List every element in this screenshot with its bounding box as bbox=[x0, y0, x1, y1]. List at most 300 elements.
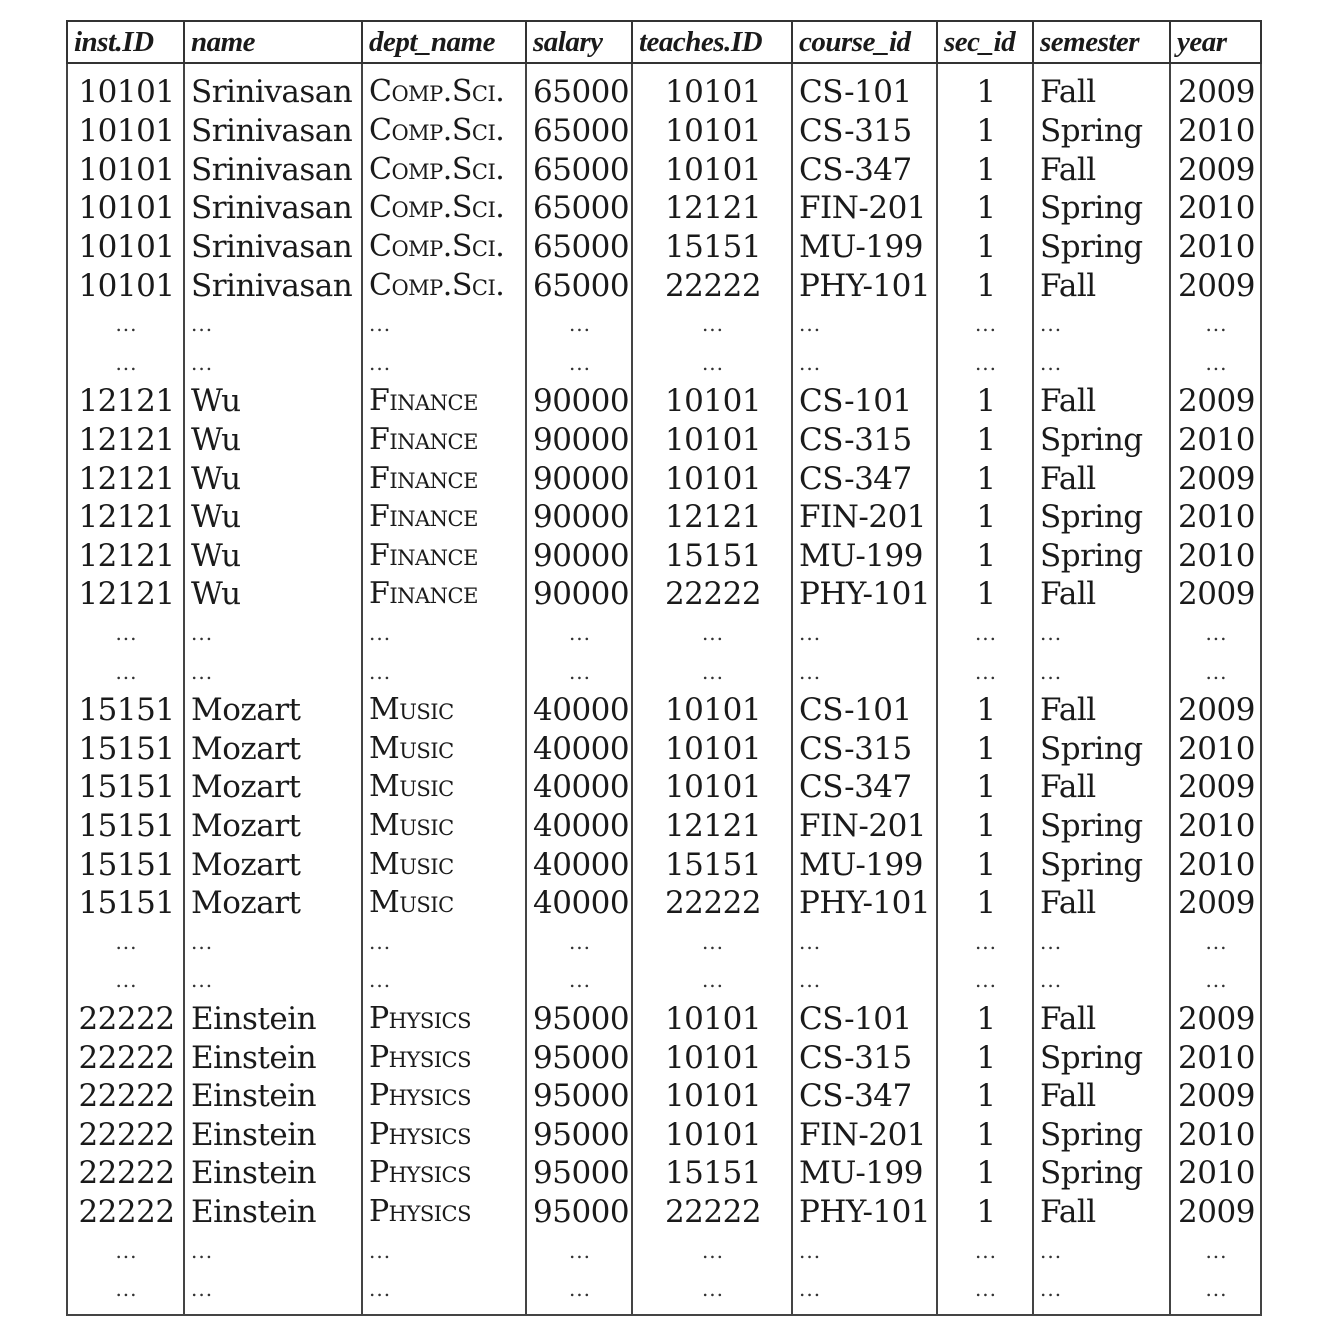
cell-inst-id: ... bbox=[67, 344, 184, 383]
cell-dept-name: Finance bbox=[362, 575, 526, 614]
cell-dept-name: Music bbox=[362, 768, 526, 807]
cell-semester: Fall bbox=[1033, 459, 1170, 498]
cell-inst-id: 10101 bbox=[67, 266, 184, 305]
cell-course-id: CS-101 bbox=[792, 382, 937, 421]
cell-teaches-id: 22222 bbox=[632, 884, 792, 923]
table-row bbox=[67, 807, 1261, 846]
cell-sec-id: 1 bbox=[937, 575, 1033, 614]
cell-semester: ... bbox=[1033, 922, 1170, 961]
table-row bbox=[67, 614, 1261, 653]
cell-salary: 65000 bbox=[526, 189, 632, 228]
table-row bbox=[67, 575, 1261, 614]
cell-teaches-id: 10101 bbox=[632, 691, 792, 730]
column-header-inst-id: inst.ID bbox=[67, 21, 184, 63]
cell-course-id: MU-199 bbox=[792, 1154, 937, 1193]
cell-dept-name: Finance bbox=[362, 382, 526, 421]
cell-course-id: CS-101 bbox=[792, 691, 937, 730]
cell-teaches-id: 15151 bbox=[632, 845, 792, 884]
cell-teaches-id: 10101 bbox=[632, 382, 792, 421]
cell-teaches-id: ... bbox=[632, 922, 792, 961]
cell-sec-id: ... bbox=[937, 1231, 1033, 1270]
cell-inst-id: 15151 bbox=[67, 884, 184, 923]
table-row bbox=[67, 1000, 1261, 1039]
cell-salary: ... bbox=[526, 614, 632, 653]
cell-name: Mozart bbox=[184, 807, 362, 846]
table-row bbox=[67, 305, 1261, 344]
cell-salary: 95000 bbox=[526, 1193, 632, 1232]
cell-inst-id: 10101 bbox=[67, 151, 184, 190]
cell-year: 2010 bbox=[1170, 845, 1261, 884]
cell-course-id: CS-101 bbox=[792, 1000, 937, 1039]
cell-sec-id: ... bbox=[937, 1270, 1033, 1316]
cell-course-id: FIN-201 bbox=[792, 189, 937, 228]
cell-semester: Spring bbox=[1033, 1154, 1170, 1193]
cell-semester: Spring bbox=[1033, 112, 1170, 151]
cell-salary: ... bbox=[526, 652, 632, 691]
cell-name: ... bbox=[184, 1270, 362, 1316]
cell-inst-id: ... bbox=[67, 1231, 184, 1270]
cell-semester: Fall bbox=[1033, 266, 1170, 305]
cell-teaches-id: 12121 bbox=[632, 498, 792, 537]
cell-name: ... bbox=[184, 1231, 362, 1270]
cell-sec-id: ... bbox=[937, 961, 1033, 1000]
cell-salary: 65000 bbox=[526, 151, 632, 190]
cell-salary: ... bbox=[526, 961, 632, 1000]
cell-dept-name: Comp.Sci. bbox=[362, 189, 526, 228]
cell-sec-id: 1 bbox=[937, 421, 1033, 460]
cell-year: 2009 bbox=[1170, 1000, 1261, 1039]
cell-dept-name: ... bbox=[362, 305, 526, 344]
cell-course-id: FIN-201 bbox=[792, 498, 937, 537]
cell-course-id: MU-199 bbox=[792, 537, 937, 576]
cell-dept-name: ... bbox=[362, 961, 526, 1000]
cell-name: Wu bbox=[184, 421, 362, 460]
cell-dept-name: ... bbox=[362, 922, 526, 961]
cell-salary: 40000 bbox=[526, 691, 632, 730]
cell-name: Mozart bbox=[184, 730, 362, 769]
cell-inst-id: 10101 bbox=[67, 112, 184, 151]
cell-semester: Fall bbox=[1033, 768, 1170, 807]
cell-teaches-id: 10101 bbox=[632, 421, 792, 460]
cell-salary: 65000 bbox=[526, 112, 632, 151]
cell-course-id: CS-315 bbox=[792, 1038, 937, 1077]
table-row bbox=[67, 1154, 1261, 1193]
cell-semester: Spring bbox=[1033, 807, 1170, 846]
cell-salary: ... bbox=[526, 1231, 632, 1270]
table-body bbox=[67, 63, 1261, 1315]
cell-teaches-id: 10101 bbox=[632, 459, 792, 498]
column-header-year: year bbox=[1170, 21, 1261, 63]
cell-sec-id: 1 bbox=[937, 730, 1033, 769]
cell-name: ... bbox=[184, 344, 362, 383]
cell-teaches-id: 22222 bbox=[632, 1193, 792, 1232]
cell-year: 2009 bbox=[1170, 266, 1261, 305]
cell-name: Einstein bbox=[184, 1193, 362, 1232]
cell-semester: Fall bbox=[1033, 1193, 1170, 1232]
cell-course-id: CS-347 bbox=[792, 768, 937, 807]
table-row bbox=[67, 382, 1261, 421]
cell-dept-name: ... bbox=[362, 1270, 526, 1316]
cell-year: 2009 bbox=[1170, 459, 1261, 498]
column-header-name: name bbox=[184, 21, 362, 63]
cell-name: Srinivasan bbox=[184, 151, 362, 190]
cell-salary: 40000 bbox=[526, 768, 632, 807]
cell-teaches-id: 12121 bbox=[632, 189, 792, 228]
cell-semester: Spring bbox=[1033, 1115, 1170, 1154]
cell-salary: 90000 bbox=[526, 498, 632, 537]
cell-inst-id: 22222 bbox=[67, 1000, 184, 1039]
cell-year: ... bbox=[1170, 1270, 1261, 1316]
cell-sec-id: 1 bbox=[937, 845, 1033, 884]
cell-salary: 65000 bbox=[526, 63, 632, 112]
cell-year: ... bbox=[1170, 922, 1261, 961]
cell-inst-id: 12121 bbox=[67, 575, 184, 614]
cell-salary: 95000 bbox=[526, 1077, 632, 1116]
cell-dept-name: Comp.Sci. bbox=[362, 228, 526, 267]
cell-course-id: ... bbox=[792, 1270, 937, 1316]
cell-salary: 90000 bbox=[526, 537, 632, 576]
cell-inst-id: 15151 bbox=[67, 807, 184, 846]
table-row bbox=[67, 344, 1261, 383]
column-header-dept-name: dept_name bbox=[362, 21, 526, 63]
cell-sec-id: 1 bbox=[937, 189, 1033, 228]
cell-sec-id: 1 bbox=[937, 151, 1033, 190]
cell-course-id: CS-315 bbox=[792, 112, 937, 151]
cell-name: Mozart bbox=[184, 768, 362, 807]
table-header bbox=[67, 21, 1261, 63]
cell-dept-name: Music bbox=[362, 691, 526, 730]
cell-year: 2009 bbox=[1170, 63, 1261, 112]
cell-name: Wu bbox=[184, 537, 362, 576]
cell-teaches-id: 15151 bbox=[632, 537, 792, 576]
cell-dept-name: Comp.Sci. bbox=[362, 112, 526, 151]
cell-sec-id: ... bbox=[937, 344, 1033, 383]
cell-inst-id: 15151 bbox=[67, 768, 184, 807]
cell-inst-id: 10101 bbox=[67, 63, 184, 112]
cell-course-id: ... bbox=[792, 344, 937, 383]
cell-inst-id: 10101 bbox=[67, 228, 184, 267]
cell-dept-name: ... bbox=[362, 344, 526, 383]
cell-inst-id: 15151 bbox=[67, 730, 184, 769]
cell-teaches-id: 10101 bbox=[632, 63, 792, 112]
cell-teaches-id: 22222 bbox=[632, 266, 792, 305]
cell-inst-id: ... bbox=[67, 305, 184, 344]
cell-year: 2010 bbox=[1170, 421, 1261, 460]
cell-dept-name: Comp.Sci. bbox=[362, 266, 526, 305]
cell-dept-name: Music bbox=[362, 845, 526, 884]
cell-dept-name: Physics bbox=[362, 1077, 526, 1116]
cell-sec-id: 1 bbox=[937, 228, 1033, 267]
cell-year: 2010 bbox=[1170, 730, 1261, 769]
table-row bbox=[67, 730, 1261, 769]
cell-teaches-id: ... bbox=[632, 614, 792, 653]
cell-sec-id: 1 bbox=[937, 1038, 1033, 1077]
cell-name: Srinivasan bbox=[184, 189, 362, 228]
cell-inst-id: 22222 bbox=[67, 1193, 184, 1232]
cell-course-id: CS-347 bbox=[792, 151, 937, 190]
cell-course-id: PHY-101 bbox=[792, 575, 937, 614]
cell-salary: 90000 bbox=[526, 421, 632, 460]
table-row bbox=[67, 961, 1261, 1000]
cell-sec-id: 1 bbox=[937, 691, 1033, 730]
cell-teaches-id: 10101 bbox=[632, 730, 792, 769]
header-row bbox=[67, 21, 1261, 63]
cell-semester: Spring bbox=[1033, 845, 1170, 884]
cell-sec-id: 1 bbox=[937, 459, 1033, 498]
cell-name: Srinivasan bbox=[184, 266, 362, 305]
cell-sec-id: 1 bbox=[937, 112, 1033, 151]
cell-name: Einstein bbox=[184, 1115, 362, 1154]
cell-name: Einstein bbox=[184, 1154, 362, 1193]
cell-inst-id: ... bbox=[67, 652, 184, 691]
cell-salary: 40000 bbox=[526, 845, 632, 884]
cell-inst-id: 22222 bbox=[67, 1154, 184, 1193]
table-row bbox=[67, 1038, 1261, 1077]
cell-salary: ... bbox=[526, 305, 632, 344]
cell-salary: 65000 bbox=[526, 266, 632, 305]
cell-teaches-id: 10101 bbox=[632, 1000, 792, 1039]
cell-teaches-id: ... bbox=[632, 961, 792, 1000]
cell-teaches-id: ... bbox=[632, 344, 792, 383]
cell-salary: 90000 bbox=[526, 575, 632, 614]
cell-dept-name: ... bbox=[362, 614, 526, 653]
cell-semester: Spring bbox=[1033, 730, 1170, 769]
cell-teaches-id: 15151 bbox=[632, 228, 792, 267]
cell-sec-id: ... bbox=[937, 922, 1033, 961]
table-row bbox=[67, 691, 1261, 730]
cell-course-id: ... bbox=[792, 652, 937, 691]
cell-name: Wu bbox=[184, 459, 362, 498]
cell-salary: 40000 bbox=[526, 807, 632, 846]
cell-year: 2010 bbox=[1170, 1154, 1261, 1193]
cell-inst-id: 12121 bbox=[67, 382, 184, 421]
cell-dept-name: Comp.Sci. bbox=[362, 63, 526, 112]
cell-sec-id: 1 bbox=[937, 1115, 1033, 1154]
cell-inst-id: ... bbox=[67, 922, 184, 961]
cell-salary: ... bbox=[526, 344, 632, 383]
cell-salary: 40000 bbox=[526, 730, 632, 769]
cell-salary: 90000 bbox=[526, 382, 632, 421]
cell-name: ... bbox=[184, 614, 362, 653]
cell-year: 2009 bbox=[1170, 1193, 1261, 1232]
cell-name: Wu bbox=[184, 575, 362, 614]
cell-course-id: PHY-101 bbox=[792, 266, 937, 305]
cell-dept-name: Comp.Sci. bbox=[362, 151, 526, 190]
cell-sec-id: 1 bbox=[937, 1077, 1033, 1116]
cell-salary: 90000 bbox=[526, 459, 632, 498]
cell-year: ... bbox=[1170, 652, 1261, 691]
cell-year: 2010 bbox=[1170, 1115, 1261, 1154]
cell-course-id: ... bbox=[792, 305, 937, 344]
cell-course-id: CS-347 bbox=[792, 459, 937, 498]
cell-dept-name: ... bbox=[362, 1231, 526, 1270]
cell-semester: Fall bbox=[1033, 151, 1170, 190]
cell-inst-id: 10101 bbox=[67, 189, 184, 228]
cell-course-id: PHY-101 bbox=[792, 884, 937, 923]
cell-semester: ... bbox=[1033, 344, 1170, 383]
cell-salary: 40000 bbox=[526, 884, 632, 923]
table-row bbox=[67, 922, 1261, 961]
table-row bbox=[67, 421, 1261, 460]
cell-semester: Spring bbox=[1033, 498, 1170, 537]
cell-course-id: CS-347 bbox=[792, 1077, 937, 1116]
cell-course-id: CS-101 bbox=[792, 63, 937, 112]
table-row bbox=[67, 266, 1261, 305]
cell-teaches-id: 22222 bbox=[632, 575, 792, 614]
cell-salary: 95000 bbox=[526, 1154, 632, 1193]
cell-inst-id: 12121 bbox=[67, 421, 184, 460]
cell-year: 2010 bbox=[1170, 189, 1261, 228]
column-header-salary: salary bbox=[526, 21, 632, 63]
cell-year: 2010 bbox=[1170, 807, 1261, 846]
cell-year: 2009 bbox=[1170, 768, 1261, 807]
cell-teaches-id: ... bbox=[632, 652, 792, 691]
cell-name: Mozart bbox=[184, 845, 362, 884]
cell-name: Einstein bbox=[184, 1000, 362, 1039]
cell-salary: 95000 bbox=[526, 1038, 632, 1077]
relation-table bbox=[66, 20, 1262, 1316]
cell-inst-id: 15151 bbox=[67, 845, 184, 884]
cell-course-id: ... bbox=[792, 614, 937, 653]
table-row bbox=[67, 1270, 1261, 1316]
cell-semester: ... bbox=[1033, 305, 1170, 344]
table-row bbox=[67, 498, 1261, 537]
cell-teaches-id: 15151 bbox=[632, 1154, 792, 1193]
column-header-sec-id: sec_id bbox=[937, 21, 1033, 63]
cell-name: ... bbox=[184, 652, 362, 691]
table-row bbox=[67, 884, 1261, 923]
cell-course-id: CS-315 bbox=[792, 730, 937, 769]
cell-salary: 65000 bbox=[526, 228, 632, 267]
cell-name: Mozart bbox=[184, 691, 362, 730]
cell-salary: 95000 bbox=[526, 1115, 632, 1154]
cell-teaches-id: 10101 bbox=[632, 1115, 792, 1154]
cell-teaches-id: ... bbox=[632, 305, 792, 344]
cell-name: Wu bbox=[184, 498, 362, 537]
cell-year: 2010 bbox=[1170, 228, 1261, 267]
cell-sec-id: ... bbox=[937, 614, 1033, 653]
cell-year: ... bbox=[1170, 344, 1261, 383]
cell-dept-name: Finance bbox=[362, 498, 526, 537]
cell-sec-id: ... bbox=[937, 652, 1033, 691]
cell-sec-id: 1 bbox=[937, 1154, 1033, 1193]
cell-name: Einstein bbox=[184, 1038, 362, 1077]
cell-inst-id: 22222 bbox=[67, 1115, 184, 1154]
cell-sec-id: 1 bbox=[937, 884, 1033, 923]
cell-dept-name: Music bbox=[362, 730, 526, 769]
cell-year: 2009 bbox=[1170, 691, 1261, 730]
cell-inst-id: ... bbox=[67, 1270, 184, 1316]
cell-course-id: FIN-201 bbox=[792, 807, 937, 846]
cell-inst-id: 12121 bbox=[67, 498, 184, 537]
table-row bbox=[67, 112, 1261, 151]
cell-sec-id: 1 bbox=[937, 498, 1033, 537]
cell-inst-id: ... bbox=[67, 961, 184, 1000]
cell-sec-id: 1 bbox=[937, 807, 1033, 846]
cell-inst-id: 15151 bbox=[67, 691, 184, 730]
cell-inst-id: 12121 bbox=[67, 459, 184, 498]
cell-year: 2010 bbox=[1170, 537, 1261, 576]
cell-salary: ... bbox=[526, 922, 632, 961]
cell-semester: Spring bbox=[1033, 189, 1170, 228]
cell-name: Srinivasan bbox=[184, 63, 362, 112]
table-row bbox=[67, 151, 1261, 190]
cell-course-id: ... bbox=[792, 1231, 937, 1270]
cell-year: 2009 bbox=[1170, 575, 1261, 614]
cell-year: 2010 bbox=[1170, 1038, 1261, 1077]
cell-course-id: PHY-101 bbox=[792, 1193, 937, 1232]
table-row bbox=[67, 652, 1261, 691]
cell-semester: ... bbox=[1033, 1231, 1170, 1270]
cell-teaches-id: 10101 bbox=[632, 1038, 792, 1077]
cell-course-id: MU-199 bbox=[792, 228, 937, 267]
table-row bbox=[67, 189, 1261, 228]
cell-name: Srinivasan bbox=[184, 112, 362, 151]
table-row bbox=[67, 459, 1261, 498]
cell-sec-id: ... bbox=[937, 305, 1033, 344]
cell-semester: ... bbox=[1033, 961, 1170, 1000]
cell-dept-name: Music bbox=[362, 884, 526, 923]
table-row bbox=[67, 768, 1261, 807]
cell-semester: Spring bbox=[1033, 228, 1170, 267]
cell-course-id: FIN-201 bbox=[792, 1115, 937, 1154]
column-header-semester: semester bbox=[1033, 21, 1170, 63]
cell-name: Srinivasan bbox=[184, 228, 362, 267]
cell-semester: ... bbox=[1033, 614, 1170, 653]
cell-semester: Fall bbox=[1033, 691, 1170, 730]
cell-dept-name: Finance bbox=[362, 421, 526, 460]
cell-sec-id: 1 bbox=[937, 1193, 1033, 1232]
cell-year: 2010 bbox=[1170, 498, 1261, 537]
cell-dept-name: Finance bbox=[362, 537, 526, 576]
cell-sec-id: 1 bbox=[937, 266, 1033, 305]
table-row bbox=[67, 845, 1261, 884]
cell-year: ... bbox=[1170, 1231, 1261, 1270]
cell-teaches-id: 10101 bbox=[632, 768, 792, 807]
cell-sec-id: 1 bbox=[937, 768, 1033, 807]
cell-semester: Fall bbox=[1033, 382, 1170, 421]
cell-semester: Fall bbox=[1033, 63, 1170, 112]
cell-salary: ... bbox=[526, 1270, 632, 1316]
table-row bbox=[67, 228, 1261, 267]
cell-sec-id: 1 bbox=[937, 537, 1033, 576]
cell-inst-id: 22222 bbox=[67, 1038, 184, 1077]
cell-teaches-id: 10101 bbox=[632, 112, 792, 151]
table-row bbox=[67, 1193, 1261, 1232]
cell-dept-name: Physics bbox=[362, 1038, 526, 1077]
cell-teaches-id: ... bbox=[632, 1231, 792, 1270]
cell-dept-name: Physics bbox=[362, 1154, 526, 1193]
cell-teaches-id: ... bbox=[632, 1270, 792, 1316]
cell-semester: Fall bbox=[1033, 575, 1170, 614]
cell-teaches-id: 12121 bbox=[632, 807, 792, 846]
cell-semester: Spring bbox=[1033, 1038, 1170, 1077]
cell-inst-id: 22222 bbox=[67, 1077, 184, 1116]
cell-course-id: CS-315 bbox=[792, 421, 937, 460]
cell-inst-id: ... bbox=[67, 614, 184, 653]
cell-year: 2009 bbox=[1170, 151, 1261, 190]
cell-dept-name: Physics bbox=[362, 1193, 526, 1232]
cell-semester: Fall bbox=[1033, 1077, 1170, 1116]
cell-name: ... bbox=[184, 922, 362, 961]
cell-teaches-id: 10101 bbox=[632, 151, 792, 190]
cell-sec-id: 1 bbox=[937, 63, 1033, 112]
cell-sec-id: 1 bbox=[937, 1000, 1033, 1039]
cell-dept-name: ... bbox=[362, 652, 526, 691]
cell-name: Einstein bbox=[184, 1077, 362, 1116]
cell-course-id: MU-199 bbox=[792, 845, 937, 884]
cell-name: ... bbox=[184, 305, 362, 344]
